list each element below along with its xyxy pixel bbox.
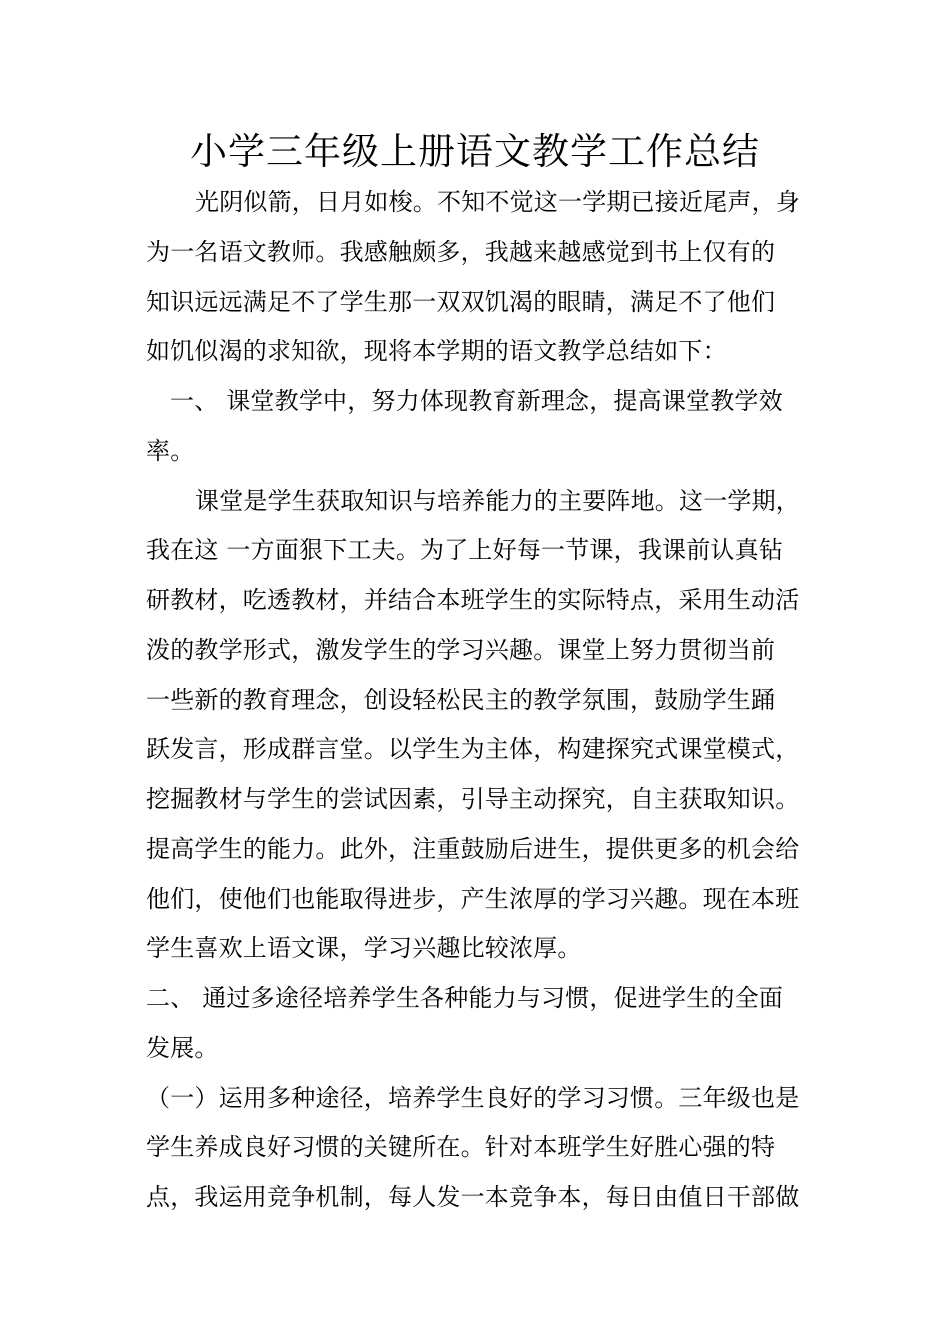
- section-heading: 二、 通过多途径培养学生各种能力与习惯，促进学生的全面: [146, 984, 784, 1012]
- body-line: 知识远远满足不了学生那一双双饥渴的眼睛，满足不了他们: [146, 288, 776, 316]
- body-line: 提高学生的能力。此外，注重鼓励后进生，提供更多的机会给: [146, 835, 800, 863]
- body-line: 挖掘教材与学生的尝试因素，引导主动探究，自主获取知识。: [146, 785, 800, 813]
- section-heading-continued: 率。: [146, 437, 195, 465]
- body-line: 他们，使他们也能取得进步，产生浓厚的学习兴趣。现在本班: [146, 885, 800, 913]
- body-line: 泼的教学形式，激发学生的学习兴趣。课堂上努力贯彻当前: [146, 636, 776, 664]
- section-heading: 一、 课堂教学中，努力体现教育新理念，提高课堂教学效: [170, 387, 783, 415]
- body-line: 课堂是学生获取知识与培养能力的主要阵地。这一学期，: [195, 487, 800, 515]
- body-line: 点，我运用竞争机制，每人发一本竞争本，每日由值日干部做: [146, 1183, 800, 1211]
- body-line: 我在这 一方面狠下工夫。为了上好每一节课，我课前认真钻: [146, 536, 784, 564]
- document-title: 小学三年级上册语文教学工作总结: [190, 130, 760, 173]
- body-line: 为一名语文教师。我感触颇多，我越来越感觉到书上仅有的: [146, 238, 776, 266]
- section-heading-continued: 发展。: [146, 1034, 219, 1062]
- body-line: 一些新的教育理念，创设轻松民主的教学氛围，鼓励学生踊: [146, 686, 776, 714]
- body-line: （一）运用多种途径，培养学生良好的学习习惯。三年级也是: [146, 1084, 800, 1112]
- body-line: 如饥似渴的求知欲，现将本学期的语文教学总结如下：: [146, 337, 727, 365]
- body-line: 学生喜欢上语文课，学习兴趣比较浓厚。: [146, 934, 582, 962]
- body-line: 光阴似箭，日月如梭。不知不觉这一学期已接近尾声，身: [195, 188, 800, 216]
- body-line: 跃发言，形成群言堂。以学生为主体，构建探究式课堂模式，: [146, 735, 800, 763]
- body-line: 学生养成良好习惯的关键所在。针对本班学生好胜心强的特: [146, 1133, 776, 1161]
- body-line: 研教材，吃透教材，并结合本班学生的实际特点，采用生动活: [146, 586, 800, 614]
